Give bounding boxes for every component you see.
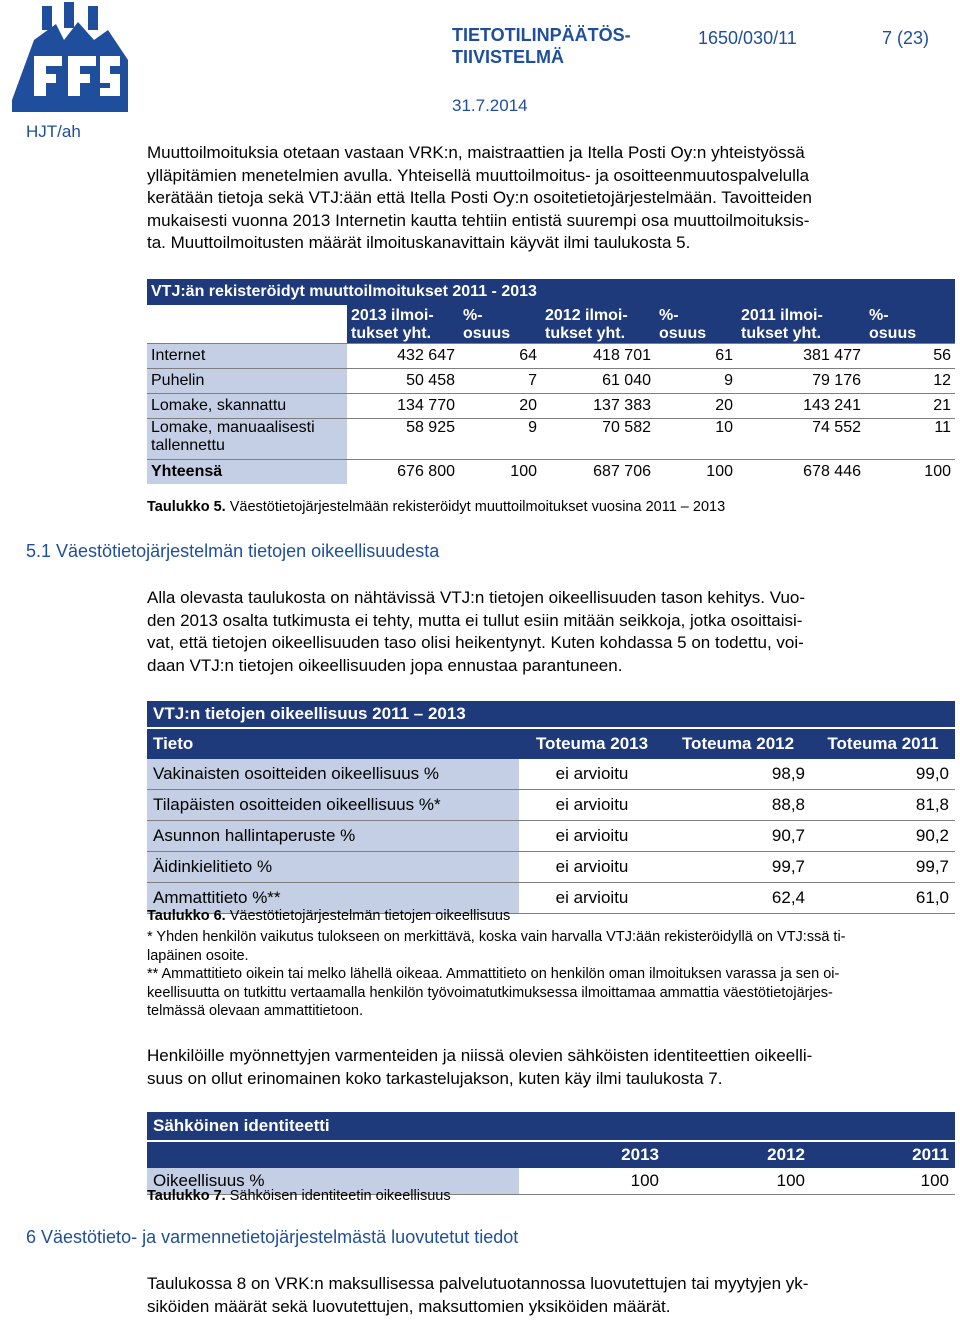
section-heading-5-1: 5.1 Väestötietojärjestelmän tietojen oikeellisuudesta bbox=[26, 541, 440, 561]
paragraph-line: vat, että tietojen oikeellisuuden taso olisi heikentynyt. Kuten kohdassa 5 on todettu, voi- bbox=[147, 633, 804, 652]
table-row: Lomake, manuaalisesti tallennettu 58 925 9 70 582 10 74 552 11 bbox=[147, 419, 955, 460]
document-date: 31.7.2014 bbox=[452, 96, 528, 115]
table-title: Sähköinen identiteetti bbox=[147, 1112, 955, 1141]
footnote-line: * Yhden henkilön vaikutus tulokseen on merkittävä, koska vain harvalla VTJ:ään rekisteröidyllä on VTJ:ssä ti- bbox=[147, 929, 846, 945]
table-row: Tilapäisten osoitteiden oikeellisuus %* ei arvioitu 88,8 81,8 bbox=[147, 790, 955, 821]
table-7-caption: Taulukko 7. Sähköisen identiteetin oikeellisuus bbox=[147, 1188, 451, 1204]
intro-paragraph bbox=[147, 142, 812, 255]
column-header: Toteuma 2011 bbox=[811, 728, 955, 759]
paragraph-line: Henkilöille myönnettyjen varmenteiden ja niissä olevien sähköisten identiteettien oikeelli- bbox=[147, 1046, 813, 1065]
footnote-line: keellisuutta on tutkittu vertaamalla henkilön työvoimatutkimuksessa ilmoittamaa ammattia väestötietojärjes- bbox=[147, 984, 833, 1001]
table-6-footnote-2 bbox=[147, 965, 839, 1021]
paragraph-line: Taulukossa 8 on VRK:n maksullisessa palvelutuotannossa luovutettujen tai myytyjen yk- bbox=[147, 1274, 809, 1293]
column-header: Toteuma 2012 bbox=[665, 728, 811, 759]
table-row: Internet 432 647 64 418 701 61 381 477 56 bbox=[147, 344, 955, 369]
table-corner bbox=[147, 1141, 519, 1168]
column-header: %- osuus bbox=[655, 305, 737, 344]
paragraph-line: mukaisesti vuonna 2013 Internetin kautta tehtiin entistä suurempi osa muuttoilmoituksis- bbox=[147, 210, 810, 230]
footnote-line: telmässä olevaan ammattitietoon. bbox=[147, 1003, 363, 1019]
table-7-electronic-identity bbox=[147, 1112, 955, 1195]
column-header: 2013 bbox=[519, 1141, 665, 1168]
paragraph-line: ylläpitämien menetelmien avulla. Yhteisellä muuttoilmoitus- ja osoitteenmuutospalvelulla bbox=[147, 165, 810, 185]
column-header: 2011 bbox=[811, 1141, 955, 1168]
section-heading-6: 6 Väestötieto- ja varmennetietojärjestelmästä luovutetut tiedot bbox=[26, 1227, 519, 1247]
table-row: Asunnon hallintaperuste % ei arvioitu 90,7 90,2 bbox=[147, 821, 955, 852]
section-6-paragraph bbox=[147, 1273, 808, 1318]
paragraph-line: kerätään tietoja sekä VTJ:ään että Itella Posti Oy:n osoitetietojärjestelmään. Tavoitteiden bbox=[147, 188, 812, 207]
document-reference: 1650/030/11 bbox=[698, 28, 797, 48]
table-row: Vakinaisten osoitteiden oikeellisuus % ei arvioitu 98,9 99,0 bbox=[147, 759, 955, 790]
paragraph-line: Muuttoilmoituksia otetaan vastaan VRK:n, maistraattien ja Itella Posti Oy:n yhteistyössä bbox=[147, 143, 805, 162]
section-5-1-paragraph bbox=[147, 587, 805, 677]
vrk-logo bbox=[4, 0, 136, 118]
column-header: %- osuus bbox=[865, 305, 955, 344]
table-row: Ammattitieto %** ei arvioitu 62,4 61,0 bbox=[147, 883, 955, 914]
paragraph-line: daan VTJ:n tietojen oikeellisuuden jopa ennustaa parantuneen. bbox=[147, 655, 623, 675]
document-title-line1: TIETOTILINPÄÄTÖS- bbox=[452, 25, 631, 45]
column-header: 2013 ilmoi- tukset yht. bbox=[347, 305, 459, 344]
page-number: 7 (23) bbox=[882, 28, 930, 48]
paragraph-line: Alla olevasta taulukosta on nähtävissä VTJ:n tietojen oikeellisuuden tason kehitys. Vuo- bbox=[147, 588, 806, 607]
document-title bbox=[452, 24, 631, 68]
table-corner bbox=[147, 305, 347, 344]
column-header: Toteuma 2013 bbox=[519, 728, 665, 759]
paragraph-line: den 2013 osalta tutkimusta ei tehty, mutta ei tullut esiin mitään seikkoja, jotka osoittaisi- bbox=[147, 610, 803, 630]
paragraph-line: ta. Muuttoilmoitusten määrät ilmoituskanavittain käyvät ilmi taulukosta 5. bbox=[147, 233, 691, 252]
table-row: Äidinkielitieto % ei arvioitu 99,7 99,7 bbox=[147, 852, 955, 883]
table-6-footnote-1 bbox=[147, 928, 846, 965]
column-header: %- osuus bbox=[459, 305, 541, 344]
table-6-data-accuracy bbox=[147, 701, 955, 914]
footnote-line: lapäinen osoite. bbox=[147, 947, 249, 964]
column-header: 2012 ilmoi- tukset yht. bbox=[541, 305, 655, 344]
document-title-line2: TIIVISTELMÄ bbox=[452, 47, 564, 67]
table-5-change-notices bbox=[147, 279, 955, 484]
author-initials: HJT/ah bbox=[26, 122, 81, 141]
identity-paragraph bbox=[147, 1045, 812, 1090]
column-header: Tieto bbox=[147, 728, 519, 759]
table-total-row: Yhteensä 676 800 100 687 706 100 678 446 100 bbox=[147, 460, 955, 485]
table-row: Oikeellisuus % 100 100 100 bbox=[147, 1168, 955, 1195]
table-6-caption: Taulukko 6. Väestötietojärjestelmän tietojen oikeellisuus bbox=[147, 908, 511, 924]
table-5-caption: Taulukko 5. Väestötietojärjestelmään rekisteröidyt muuttoilmoitukset vuosina 2011 – 2013 bbox=[147, 499, 726, 515]
table-title: VTJ:n tietojen oikeellisuus 2011 – 2013 bbox=[147, 701, 955, 728]
table-title: VTJ:än rekisteröidyt muuttoilmoitukset 2011 - 2013 bbox=[147, 279, 955, 305]
footnote-line: ** Ammattitieto oikein tai melko lähellä oikeaa. Ammattitieto on henkilön oman ilmoituksen varassa ja sen oi- bbox=[147, 966, 840, 982]
paragraph-line: siköiden määrät sekä luovutettujen, maksuttomien yksiköiden määrät. bbox=[147, 1296, 671, 1316]
paragraph-line: suus on ollut erinomainen koko tarkastelujakson, kuten käy ilmi taulukosta 7. bbox=[147, 1068, 723, 1088]
column-header: 2011 ilmoi- tukset yht. bbox=[737, 305, 865, 344]
column-header: 2012 bbox=[665, 1141, 811, 1168]
table-row: Puhelin 50 458 7 61 040 9 79 176 12 bbox=[147, 369, 955, 394]
table-row: Lomake, skannattu 134 770 20 137 383 20 143 241 21 bbox=[147, 394, 955, 419]
